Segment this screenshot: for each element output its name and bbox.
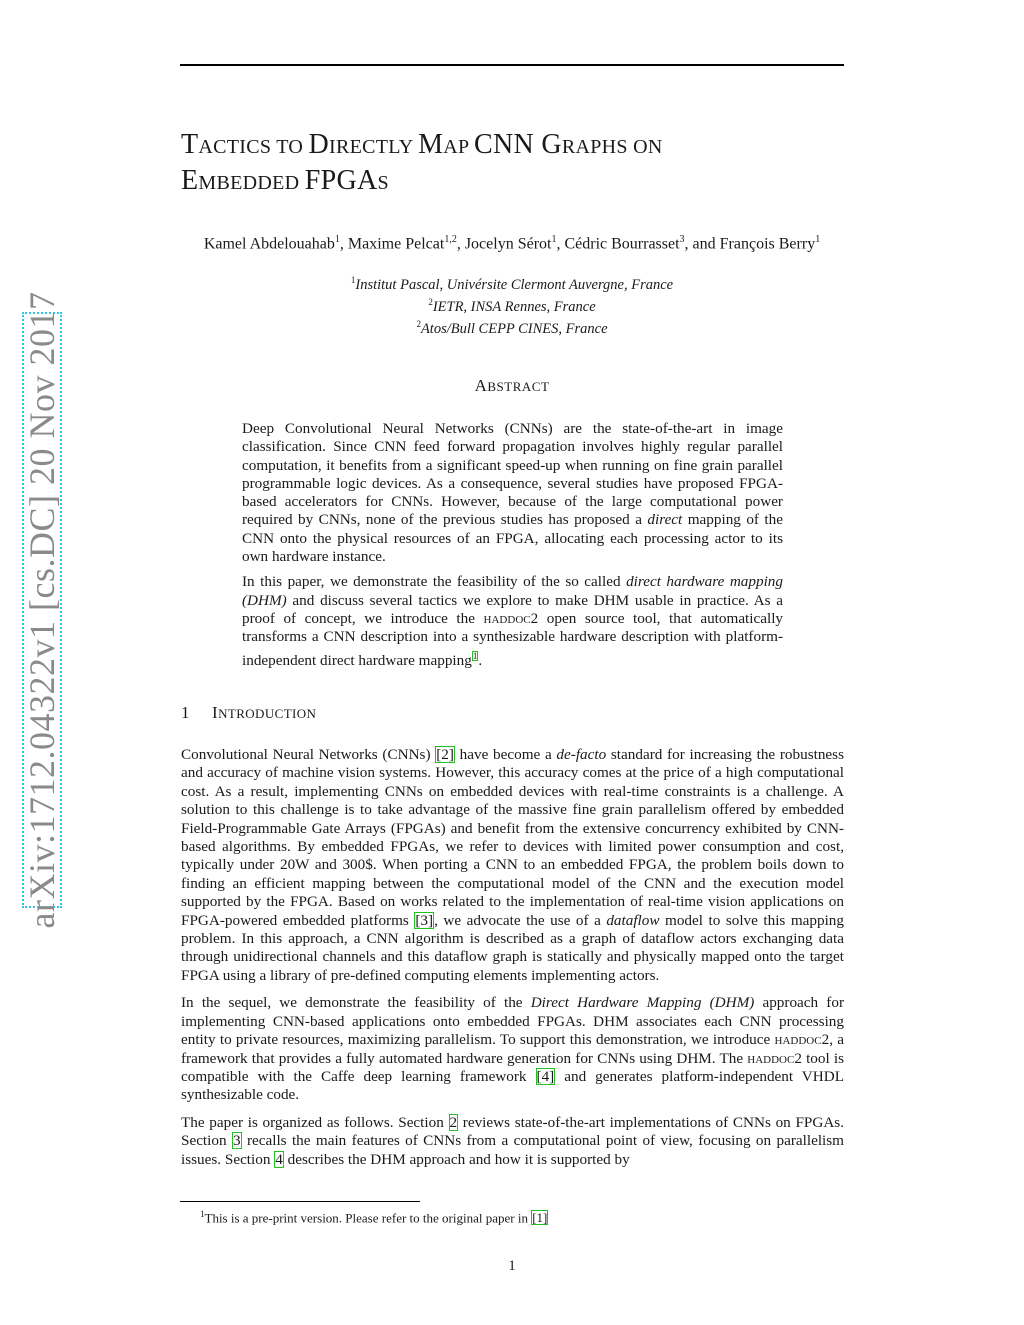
text-run: recalls the main features of CNNs from a computational point of view, focusing on parallelism issues. Section	[181, 1132, 844, 1168]
text-run: 2 open source tool, that automatically transforms a CNN description into a synthesizable hardware description with platform-independent direct hardware mapping	[242, 609, 784, 669]
footnote-rule	[180, 1201, 420, 1202]
text-run: In this paper, we demonstrate the feasibility of the so called	[242, 573, 627, 591]
text-run: approach for implementing CNN-based applications onto embedded FPGAs. DHM associates each CNN processing entity to private resources, maximizing parallelism. To support this demonstration, we introduce	[181, 994, 845, 1049]
tool-name: haddoc	[747, 1049, 795, 1067]
text-run: 2, a framework that provides a fully automated hardware generation for CNNs using DHM. The	[181, 1031, 844, 1067]
affiliation: $^2$IETR, INSA Rennes, France	[428, 296, 596, 315]
author-affil-mark: 1	[815, 234, 821, 245]
title-line-1	[181, 128, 845, 164]
footnote: $^1$This is a pre-print version. Please refer to the original paper in [1]	[200, 1209, 548, 1226]
text-run: describes the DHM approach and how it is supported by	[283, 1150, 630, 1168]
title-word: TACTICS TO	[181, 129, 309, 160]
title-word: CNN GRAPHS ON	[474, 129, 663, 160]
footnote-link[interactable]: 1	[472, 650, 478, 661]
author-list: Kamel Abdelouahab$^1$, Maxime Pelcat$^{1,2}$, Jocelyn Sérot$^1$, Cédric Bourrasset$^3$, and François Berry$^1$	[203, 234, 821, 253]
emphasis: dataflow	[606, 911, 660, 929]
author-affil-mark: 1	[551, 234, 557, 245]
abstract-paragraph	[242, 420, 783, 566]
text-run: standard for increasing the robustness and accuracy of machine vision systems. However, this accuracy comes at the price of a high computational cost. As a result, implementing CNNs on embedded devices with real-time constraints is a challenge. A solution to this challenge is to take advantage of the massive fine grain parallelism offered by embedded Field-Programmable Gate Arrays (FPGAs) and benefit from the extensive concurrency exhibited by CNN-based algorithms. By embedded FPGAs, we refer to devices with limited power consumption and cost, typically under 20W and 300$. When porting a CNN to an embedded FPGA, the problem boils down to finding an efficient mapping between the computational model of the CNN and the execution model supported by the FPGA. Based on works related to the implementation of real-time vision applications on FPGA-powered embedded platforms	[181, 746, 844, 929]
text-run: .	[478, 651, 483, 669]
title-word: EMBEDDED	[181, 165, 305, 196]
text-run: reviews state-of-the-art implementations of CNNs on FPGAs. Section	[181, 1113, 844, 1150]
text-run: 2 tool is compatible with the Caffe deep learning framework	[181, 1049, 845, 1085]
tool-name: haddoc	[483, 609, 531, 627]
author-name: Kamel Abdelouahab	[203, 235, 335, 253]
page-number: 1	[508, 1258, 516, 1274]
author-name: François Berry	[719, 235, 816, 253]
body-paragraph	[181, 746, 844, 985]
emphasis: direct hardware mapping (DHM)	[242, 573, 783, 609]
text-run: Deep Convolutional Neural Networks (CNNs) are the state-of-the-art in image classification. Since CNN feed forward propagation involves highly regular parallel computation, it benefits from a significant speed-up when running on fine grain parallel programmable logic devices. As a consequence, several studies have proposed FPGA-based accelerators for CNNs. However, because of the large computational power required by CNNs, none of the previous studies has proposed a	[242, 420, 783, 529]
citation-link[interactable]: 3	[232, 1132, 241, 1150]
introduction-body	[181, 746, 844, 1178]
citation-link[interactable]: 4	[275, 1150, 283, 1168]
affiliation: $^1$Institut Pascal, Univérsite Clermont Auvergne, France	[350, 275, 674, 293]
citation-link[interactable]: [3]	[415, 911, 434, 929]
citation-link[interactable]: [1]	[532, 1210, 548, 1226]
text-run: The paper is organized as follows. Section	[181, 1113, 449, 1131]
affiliation: $^2$Atos/Bull CEPP CINES, France	[416, 318, 608, 337]
title-line-2	[181, 164, 845, 200]
author-name: Cédric Bourrasset	[564, 235, 680, 253]
top-rule	[180, 64, 844, 66]
text-run: In the sequel, we demonstrate the feasibility of the	[181, 994, 531, 1012]
body-paragraph	[181, 994, 844, 1104]
tool-name: haddoc	[774, 1031, 822, 1049]
text-run: have become a	[454, 746, 557, 763]
abstract-body	[242, 420, 783, 677]
author-name: Jocelyn Sérot	[464, 235, 552, 253]
emphasis: direct	[647, 511, 683, 529]
paper-title	[181, 128, 845, 200]
affiliations	[300, 272, 724, 337]
author-affil-mark: 3	[679, 234, 685, 245]
text-run: and generates platform-independent VHDL synthesizable code.	[181, 1067, 844, 1104]
abstract-heading: ABSTRACT	[474, 376, 550, 395]
text-run: and discuss several tactics we explore to make DHM usable in practice. As a proof of concept, we introduce the	[242, 591, 783, 627]
title-word: DIRECTLY	[308, 129, 419, 160]
text-run: model to solve this mapping problem. In this approach, a CNN algorithm is described as a graph of dataflow actors exchanging data through unidirectional channels and this dataflow graph is statically and physically mapped onto the target FPGA using a library of pre-defined computing elements implementing actors.	[181, 911, 844, 984]
body-paragraph	[181, 1114, 844, 1169]
author-affil-mark: 1	[334, 234, 340, 245]
title-word: MAP	[418, 129, 475, 160]
text-run: Convolutional Neural Networks (CNNs)	[181, 746, 436, 763]
citation-link[interactable]: 2	[449, 1113, 458, 1131]
citation-link[interactable]: [2]	[436, 746, 454, 763]
emphasis: Direct Hardware Mapping (DHM)	[530, 994, 755, 1012]
arxiv-identifier[interactable]: arXiv:1712.04322v1 [cs.DC] 20 Nov 2017	[22, 291, 62, 929]
title-word: FPGAS	[304, 165, 389, 196]
citation-link[interactable]: [4]	[536, 1067, 555, 1085]
emphasis: de-facto	[556, 746, 607, 763]
text-run: , we advocate the use of a	[434, 911, 607, 929]
section-heading-introduction: 1 INTRODUCTION	[181, 703, 317, 722]
abstract-paragraph	[242, 573, 783, 670]
text-run: mapping of the CNN onto the physical resources of an FPGA, allocating each processing actor to its own hardware instance.	[242, 511, 783, 566]
author-name: Maxime Pelcat	[347, 235, 445, 253]
author-affil-mark: 1,2	[444, 234, 457, 245]
